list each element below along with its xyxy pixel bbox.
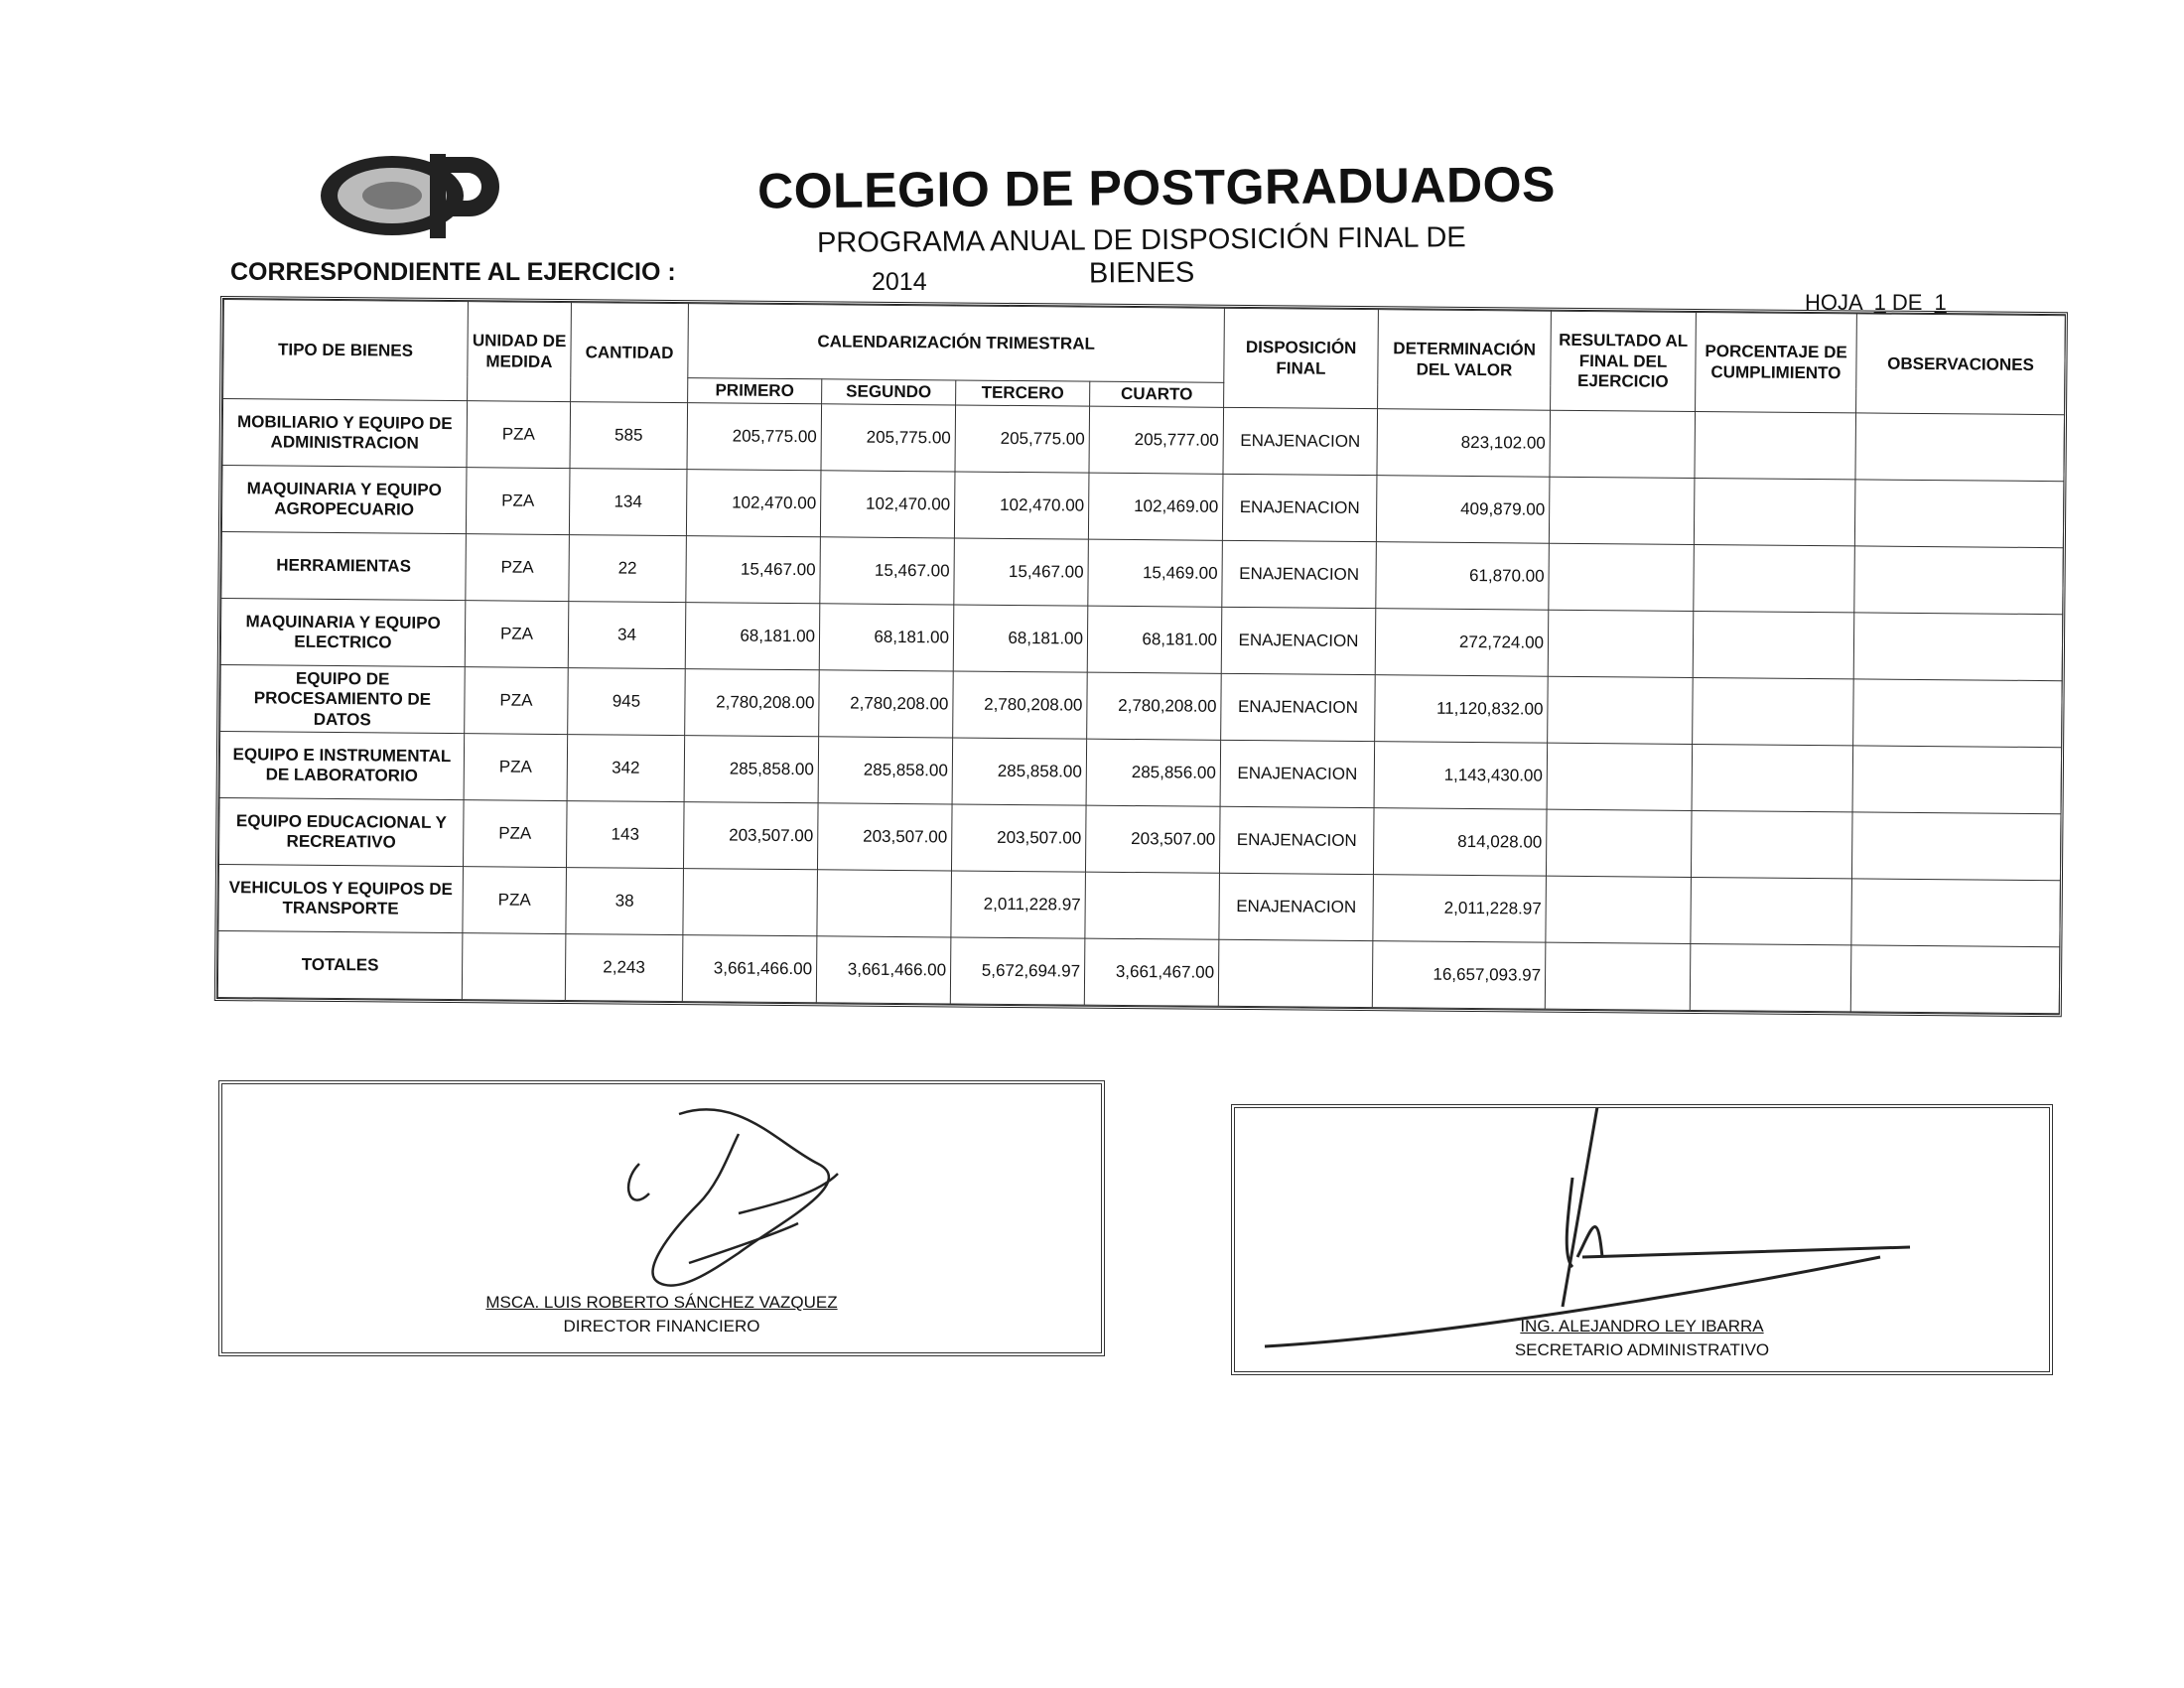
cell-segundo: [817, 870, 952, 937]
cell-tercero: 2,780,208.00: [953, 671, 1088, 739]
cell-tercero: 15,467.00: [954, 538, 1089, 606]
cell-cuarto: 2,780,208.00: [1087, 673, 1222, 741]
hoja-number: 1: [1873, 290, 1886, 315]
cell-cantidad: 342: [567, 735, 685, 802]
header-resultado: RESULTADO AL FINAL DEL EJERCICIO: [1551, 311, 1697, 412]
cell-valor: 823,102.00: [1377, 409, 1551, 478]
totals-segundo: 3,661,466.00: [816, 936, 951, 1004]
cell-unidad: PZA: [466, 534, 570, 602]
cell-tercero: 285,858.00: [952, 738, 1087, 805]
cell-segundo: 285,858.00: [818, 737, 953, 804]
header-tipo: TIPO DE BIENES: [223, 300, 469, 402]
cell-valor: 409,879.00: [1376, 476, 1550, 544]
cell-cuarto: 285,856.00: [1086, 740, 1221, 807]
cell-disposicion: ENAJENACION: [1220, 807, 1375, 875]
cell-porcentaje: [1693, 612, 1854, 679]
cell-disposicion: ENAJENACION: [1220, 741, 1375, 808]
cell-cantidad: 22: [569, 535, 687, 603]
cell-resultado: [1546, 877, 1692, 944]
cell-cantidad: 585: [570, 402, 688, 470]
header-cuarto: CUARTO: [1090, 381, 1224, 408]
header-unidad: UNIDAD DE MEDIDA: [468, 302, 572, 402]
cell-cuarto: 15,469.00: [1088, 540, 1223, 608]
totals-porcentaje: [1690, 944, 1851, 1012]
cell-valor: 814,028.00: [1374, 808, 1548, 877]
cell-tipo: MAQUINARIA Y EQUIPO ELECTRICO: [220, 599, 466, 667]
cell-cuarto: 205,777.00: [1089, 407, 1224, 475]
cell-unidad: PZA: [465, 667, 569, 735]
cell-resultado: [1550, 411, 1696, 479]
signer-right-name: ING. ALEJANDRO LEY IBARRA: [1520, 1317, 1764, 1336]
cell-segundo: 205,775.00: [821, 404, 956, 472]
colegio-logo: [313, 149, 511, 243]
cell-cuarto: 68,181.00: [1087, 607, 1222, 674]
cell-valor: 1,143,430.00: [1374, 742, 1548, 810]
totals-disposicion: [1218, 940, 1373, 1008]
hoja-label: HOJA: [1805, 290, 1862, 315]
signature-box-financiero: [218, 1080, 1105, 1356]
signer-left-name: MSCA. LUIS ROBERTO SÁNCHEZ VAZQUEZ: [485, 1293, 838, 1312]
cell-observaciones: [1851, 879, 2061, 947]
cell-cuarto: [1085, 873, 1220, 940]
cell-primero: 15,467.00: [686, 536, 821, 604]
cell-primero: 68,181.00: [685, 603, 820, 670]
cell-tipo: MOBILIARIO Y EQUIPO DE ADMINISTRACION: [222, 399, 468, 468]
totals-tercero: 5,672,694.97: [950, 937, 1085, 1005]
cell-segundo: 102,470.00: [820, 471, 955, 538]
header-segundo: SEGUNDO: [822, 379, 956, 406]
cell-resultado: [1548, 677, 1694, 745]
cell-unidad: PZA: [463, 867, 567, 934]
cell-tercero: 102,470.00: [954, 472, 1089, 539]
cell-resultado: [1549, 544, 1695, 612]
totals-cuarto: 3,661,467.00: [1084, 939, 1219, 1007]
cell-cantidad: 38: [566, 868, 684, 935]
cell-disposicion: ENAJENACION: [1222, 541, 1377, 609]
cell-observaciones: [1852, 746, 2062, 814]
totals-primero: 3,661,466.00: [682, 935, 817, 1003]
cell-tercero: 205,775.00: [955, 405, 1090, 473]
cell-observaciones: [1853, 679, 2063, 748]
cell-tipo: EQUIPO EDUCACIONAL Y RECREATIVO: [219, 798, 465, 867]
header-porcentaje: PORCENTAJE DE CUMPLIMIENTO: [1696, 312, 1857, 413]
cell-observaciones: [1855, 413, 2065, 482]
cell-unidad: PZA: [467, 401, 571, 469]
cell-segundo: 2,780,208.00: [819, 670, 954, 738]
cell-tercero: 68,181.00: [953, 605, 1088, 672]
header-determinacion: DETERMINACIÓN DEL VALOR: [1378, 310, 1552, 411]
disposition-table: [217, 299, 2066, 1015]
cell-unidad: PZA: [463, 800, 567, 868]
cell-primero: 203,507.00: [683, 802, 818, 870]
cell-unidad: PZA: [466, 468, 570, 535]
cell-porcentaje: [1693, 678, 1854, 746]
cell-tipo: EQUIPO E INSTRUMENTAL DE LABORATORIO: [219, 732, 465, 800]
cell-porcentaje: [1691, 878, 1852, 945]
cell-primero: 285,858.00: [684, 736, 819, 803]
ejercicio-year: 2014: [872, 268, 927, 296]
hoja-total: 1: [1934, 290, 1947, 315]
cell-cantidad: 143: [566, 801, 684, 869]
cell-valor: 11,120,832.00: [1375, 675, 1549, 744]
signer-left-role: DIRECTOR FINANCIERO: [563, 1317, 760, 1336]
cell-tipo: HERRAMIENTAS: [221, 532, 467, 601]
cell-observaciones: [1853, 613, 2063, 681]
cell-tercero: 2,011,228.97: [951, 871, 1086, 938]
cell-segundo: 15,467.00: [820, 537, 955, 605]
cell-unidad: PZA: [464, 734, 568, 801]
cell-unidad: PZA: [465, 601, 569, 668]
cell-primero: 102,470.00: [686, 470, 821, 537]
cell-valor: 61,870.00: [1376, 542, 1550, 611]
cell-porcentaje: [1692, 745, 1853, 812]
cell-disposicion: ENAJENACION: [1221, 674, 1376, 742]
cell-disposicion: ENAJENACION: [1222, 475, 1377, 542]
totals-cantidad: 2,243: [565, 934, 683, 1002]
cell-tipo: VEHICULOS Y EQUIPOS DE TRANSPORTE: [218, 865, 464, 933]
cell-valor: 2,011,228.97: [1373, 875, 1547, 943]
cell-cantidad: 134: [569, 469, 687, 536]
signer-right-role: SECRETARIO ADMINISTRATIVO: [1514, 1340, 1770, 1359]
cell-disposicion: ENAJENACION: [1221, 608, 1376, 675]
cell-disposicion: ENAJENACION: [1219, 874, 1374, 941]
cell-primero: 205,775.00: [687, 403, 822, 471]
cell-tercero: 203,507.00: [951, 804, 1086, 872]
totals-valor: 16,657,093.97: [1372, 941, 1546, 1010]
header-tercero: TERCERO: [956, 380, 1090, 407]
document-subtitle: PROGRAMA ANUAL DE DISPOSICIÓN FINAL DE BIENES: [816, 221, 1466, 290]
cell-porcentaje: [1694, 545, 1855, 613]
header-observaciones: OBSERVACIONES: [1856, 314, 2066, 415]
cell-primero: [683, 869, 818, 936]
hoja-de: DE: [1891, 290, 1923, 315]
cell-resultado: [1547, 744, 1693, 811]
cell-porcentaje: [1694, 479, 1855, 546]
cell-porcentaje: [1691, 811, 1852, 879]
cell-resultado: [1549, 478, 1695, 545]
ejercicio-label: CORRESPONDIENTE AL EJERCICIO :: [230, 258, 676, 286]
cell-cantidad: 945: [568, 668, 686, 736]
cell-resultado: [1548, 611, 1694, 678]
disposition-table-wrapper: [214, 296, 2068, 1018]
header-calendarizacion: CALENDARIZACIÓN TRIMESTRAL: [688, 304, 1225, 383]
signature-box-administrativo: [1231, 1104, 2053, 1375]
cell-cantidad: 34: [568, 602, 686, 669]
cell-disposicion: ENAJENACION: [1223, 408, 1378, 476]
cell-observaciones: [1851, 812, 2061, 881]
totals-resultado: [1545, 943, 1691, 1011]
totals-unidad: [462, 933, 566, 1001]
cell-segundo: 203,507.00: [817, 803, 952, 871]
cell-resultado: [1546, 810, 1692, 878]
cell-tipo: MAQUINARIA Y EQUIPO AGROPECUARIO: [221, 466, 467, 534]
header-cantidad: CANTIDAD: [571, 303, 689, 403]
totals-observaciones: [1850, 945, 2060, 1014]
totals-label: TOTALES: [217, 931, 463, 1000]
cell-observaciones: [1854, 480, 2064, 548]
cell-valor: 272,724.00: [1375, 609, 1549, 677]
header-disposicion: DISPOSICIÓN FINAL: [1224, 308, 1379, 409]
cell-cuarto: 203,507.00: [1085, 806, 1220, 874]
document-title: COLEGIO DE POSTGRADUADOS: [756, 156, 1557, 219]
cell-observaciones: [1854, 546, 2064, 615]
header-primero: PRIMERO: [688, 378, 822, 405]
cell-tipo: EQUIPO DE PROCESAMIENTO DE DATOS: [220, 665, 466, 734]
cell-segundo: 68,181.00: [819, 604, 954, 671]
cell-primero: 2,780,208.00: [685, 669, 820, 737]
cell-porcentaje: [1695, 412, 1856, 480]
cell-cuarto: 102,469.00: [1088, 474, 1223, 541]
